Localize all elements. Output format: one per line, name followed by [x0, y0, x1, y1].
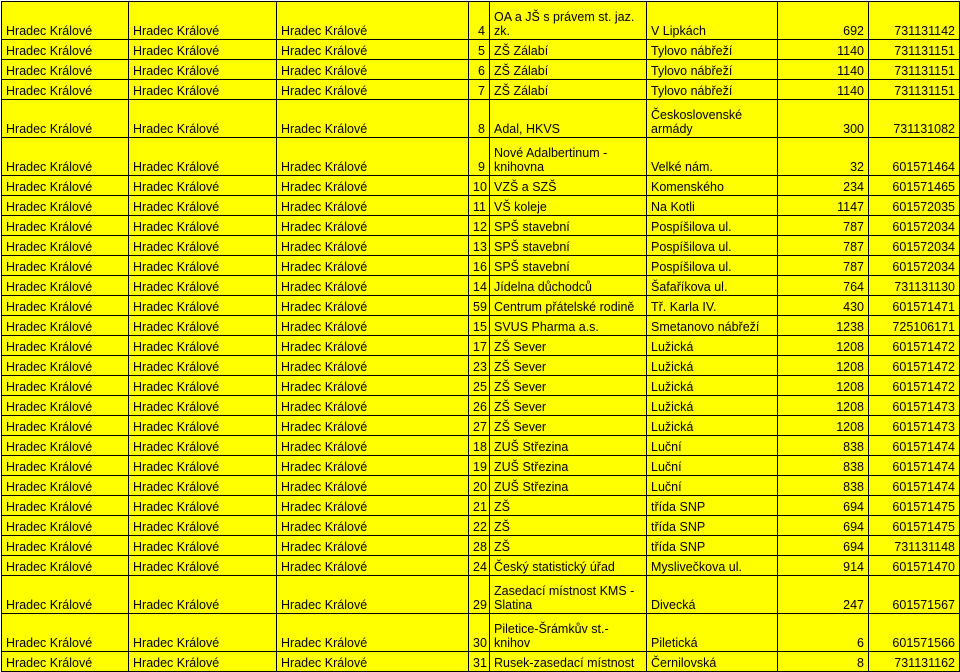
table-row — [2, 576, 960, 614]
region-cell: Hradec Králové — [2, 536, 129, 556]
street-cell: Lužická — [647, 356, 778, 376]
district-number-cell: 20 — [469, 476, 490, 496]
table-row — [2, 652, 960, 672]
code-cell: 731131162 — [869, 652, 960, 672]
house-number-cell: 764 — [778, 276, 869, 296]
code-cell: 601571474 — [869, 436, 960, 456]
district-cell: Hradec Králové — [129, 652, 277, 672]
place-name-cell: VŠ koleje — [490, 196, 647, 216]
district-cell: Hradec Králové — [129, 614, 277, 652]
street-cell: Lužická — [647, 416, 778, 436]
district-number-cell: 27 — [469, 416, 490, 436]
district-number-cell: 9 — [469, 138, 490, 176]
house-number-cell: 1208 — [778, 396, 869, 416]
region-cell: Hradec Králové — [2, 336, 129, 356]
district-number-cell: 4 — [469, 2, 490, 40]
table-row — [2, 536, 960, 556]
district-number-cell: 16 — [469, 256, 490, 276]
region-cell: Hradec Králové — [2, 2, 129, 40]
municipality-cell: Hradec Králové — [277, 556, 469, 576]
region-cell: Hradec Králové — [2, 138, 129, 176]
municipality-cell: Hradec Králové — [277, 138, 469, 176]
table-row — [2, 256, 960, 276]
house-number-cell: 787 — [778, 216, 869, 236]
table-row — [2, 176, 960, 196]
region-cell: Hradec Králové — [2, 396, 129, 416]
municipality-cell: Hradec Králové — [277, 316, 469, 336]
table-row — [2, 138, 960, 176]
municipality-cell: Hradec Králové — [277, 476, 469, 496]
district-cell: Hradec Králové — [129, 138, 277, 176]
street-cell: Piletická — [647, 614, 778, 652]
region-cell: Hradec Králové — [2, 40, 129, 60]
district-cell: Hradec Králové — [129, 60, 277, 80]
table-row — [2, 276, 960, 296]
table-row — [2, 614, 960, 652]
code-cell: 601571566 — [869, 614, 960, 652]
street-cell: Lužická — [647, 336, 778, 356]
code-cell: 601572034 — [869, 236, 960, 256]
code-cell: 601571472 — [869, 356, 960, 376]
house-number-cell: 1238 — [778, 316, 869, 336]
place-name-cell: ZŠ Zálabí — [490, 60, 647, 80]
district-number-cell: 13 — [469, 236, 490, 256]
street-cell: Pospíšilova ul. — [647, 216, 778, 236]
code-cell: 731131151 — [869, 60, 960, 80]
district-number-cell: 31 — [469, 652, 490, 672]
code-cell: 601572034 — [869, 216, 960, 236]
district-number-cell: 23 — [469, 356, 490, 376]
street-cell: Divecká — [647, 576, 778, 614]
district-number-cell: 15 — [469, 316, 490, 336]
street-cell: Smetanovo nábřeží — [647, 316, 778, 336]
municipality-cell: Hradec Králové — [277, 396, 469, 416]
table-row — [2, 236, 960, 256]
street-cell: Luční — [647, 476, 778, 496]
region-cell: Hradec Králové — [2, 216, 129, 236]
table-row — [2, 2, 960, 40]
district-cell: Hradec Králové — [129, 276, 277, 296]
municipality-cell: Hradec Králové — [277, 376, 469, 396]
code-cell: 601572035 — [869, 196, 960, 216]
code-cell: 731131142 — [869, 2, 960, 40]
region-cell: Hradec Králové — [2, 496, 129, 516]
table-row — [2, 60, 960, 80]
street-cell: V Lipkách — [647, 2, 778, 40]
polling-stations-table — [1, 1, 960, 672]
district-number-cell: 5 — [469, 40, 490, 60]
municipality-cell: Hradec Králové — [277, 236, 469, 256]
house-number-cell: 1208 — [778, 416, 869, 436]
street-cell: Komenského — [647, 176, 778, 196]
code-cell: 601571472 — [869, 336, 960, 356]
house-number-cell: 8 — [778, 652, 869, 672]
place-name-cell: Zasedací místnost KMS - Slatina — [490, 576, 647, 614]
street-cell: Tylovo nábřeží — [647, 40, 778, 60]
code-cell: 601571473 — [869, 396, 960, 416]
district-number-cell: 25 — [469, 376, 490, 396]
municipality-cell: Hradec Králové — [277, 536, 469, 556]
district-number-cell: 6 — [469, 60, 490, 80]
code-cell: 601571567 — [869, 576, 960, 614]
region-cell: Hradec Králové — [2, 456, 129, 476]
district-number-cell: 24 — [469, 556, 490, 576]
district-cell: Hradec Králové — [129, 496, 277, 516]
code-cell: 725106171 — [869, 316, 960, 336]
house-number-cell: 300 — [778, 100, 869, 138]
place-name-cell: SPŠ stavební — [490, 236, 647, 256]
house-number-cell: 838 — [778, 456, 869, 476]
table-row — [2, 196, 960, 216]
place-name-cell: Český statistický úřad — [490, 556, 647, 576]
district-cell: Hradec Králové — [129, 536, 277, 556]
code-cell: 731131151 — [869, 80, 960, 100]
table-body — [2, 2, 960, 672]
place-name-cell: ZŠ Sever — [490, 336, 647, 356]
district-number-cell: 14 — [469, 276, 490, 296]
house-number-cell: 787 — [778, 236, 869, 256]
district-cell: Hradec Králové — [129, 376, 277, 396]
district-number-cell: 22 — [469, 516, 490, 536]
street-cell: Tylovo nábřeží — [647, 80, 778, 100]
district-cell: Hradec Králové — [129, 196, 277, 216]
street-cell: Lužická — [647, 396, 778, 416]
table-row — [2, 456, 960, 476]
municipality-cell: Hradec Králové — [277, 60, 469, 80]
district-cell: Hradec Králové — [129, 456, 277, 476]
house-number-cell: 838 — [778, 436, 869, 456]
house-number-cell: 32 — [778, 138, 869, 176]
region-cell: Hradec Králové — [2, 316, 129, 336]
municipality-cell: Hradec Králové — [277, 100, 469, 138]
code-cell: 601571465 — [869, 176, 960, 196]
table-row — [2, 356, 960, 376]
place-name-cell: Adal, HKVS — [490, 100, 647, 138]
place-name-cell: ZŠ Zálabí — [490, 80, 647, 100]
municipality-cell: Hradec Králové — [277, 576, 469, 614]
house-number-cell: 1208 — [778, 356, 869, 376]
region-cell: Hradec Králové — [2, 176, 129, 196]
district-cell: Hradec Králové — [129, 80, 277, 100]
region-cell: Hradec Králové — [2, 256, 129, 276]
house-number-cell: 787 — [778, 256, 869, 276]
street-cell: Černilovská — [647, 652, 778, 672]
municipality-cell: Hradec Králové — [277, 496, 469, 516]
municipality-cell: Hradec Králové — [277, 2, 469, 40]
place-name-cell: ZŠ Sever — [490, 416, 647, 436]
code-cell: 731131130 — [869, 276, 960, 296]
place-name-cell: ZŠ Sever — [490, 356, 647, 376]
street-cell: Lužická — [647, 376, 778, 396]
code-cell: 731131151 — [869, 40, 960, 60]
district-cell: Hradec Králové — [129, 296, 277, 316]
municipality-cell: Hradec Králové — [277, 356, 469, 376]
street-cell: Na Kotli — [647, 196, 778, 216]
municipality-cell: Hradec Králové — [277, 614, 469, 652]
code-cell: 601571475 — [869, 496, 960, 516]
district-cell: Hradec Králové — [129, 556, 277, 576]
code-cell: 731131082 — [869, 100, 960, 138]
table-row — [2, 40, 960, 60]
table-row — [2, 416, 960, 436]
table-row — [2, 376, 960, 396]
district-cell: Hradec Králové — [129, 40, 277, 60]
code-cell: 601571464 — [869, 138, 960, 176]
region-cell: Hradec Králové — [2, 376, 129, 396]
municipality-cell: Hradec Králové — [277, 276, 469, 296]
district-cell: Hradec Králové — [129, 100, 277, 138]
table-row — [2, 476, 960, 496]
street-cell: Šafaříkova ul. — [647, 276, 778, 296]
district-number-cell: 30 — [469, 614, 490, 652]
street-cell: Pospíšilova ul. — [647, 256, 778, 276]
house-number-cell: 1140 — [778, 60, 869, 80]
house-number-cell: 6 — [778, 614, 869, 652]
district-cell: Hradec Králové — [129, 476, 277, 496]
region-cell: Hradec Králové — [2, 416, 129, 436]
district-number-cell: 26 — [469, 396, 490, 416]
code-cell: 601571473 — [869, 416, 960, 436]
table-row — [2, 216, 960, 236]
code-cell: 731131148 — [869, 536, 960, 556]
district-number-cell: 12 — [469, 216, 490, 236]
street-cell: Pospíšilova ul. — [647, 236, 778, 256]
table-row — [2, 296, 960, 316]
street-cell: Tř. Karla IV. — [647, 296, 778, 316]
place-name-cell: Nové Adalbertinum - knihovna — [490, 138, 647, 176]
house-number-cell: 1147 — [778, 196, 869, 216]
code-cell: 601571470 — [869, 556, 960, 576]
code-cell: 601571472 — [869, 376, 960, 396]
municipality-cell: Hradec Králové — [277, 176, 469, 196]
place-name-cell: VZŠ a SZŠ — [490, 176, 647, 196]
municipality-cell: Hradec Králové — [277, 196, 469, 216]
house-number-cell: 234 — [778, 176, 869, 196]
table-row — [2, 316, 960, 336]
place-name-cell: OA a JŠ s právem st. jaz. zk. — [490, 2, 647, 40]
region-cell: Hradec Králové — [2, 556, 129, 576]
house-number-cell: 1140 — [778, 40, 869, 60]
municipality-cell: Hradec Králové — [277, 40, 469, 60]
street-cell: Československé armády — [647, 100, 778, 138]
district-cell: Hradec Králové — [129, 216, 277, 236]
region-cell: Hradec Králové — [2, 276, 129, 296]
place-name-cell: ZŠ Sever — [490, 376, 647, 396]
region-cell: Hradec Králové — [2, 356, 129, 376]
house-number-cell: 247 — [778, 576, 869, 614]
place-name-cell: ZŠ Zálabí — [490, 40, 647, 60]
place-name-cell: Rusek-zasedací místnost — [490, 652, 647, 672]
street-cell: Luční — [647, 456, 778, 476]
place-name-cell: Centrum přátelské rodině — [490, 296, 647, 316]
table-row — [2, 516, 960, 536]
place-name-cell: ZŠ — [490, 516, 647, 536]
municipality-cell: Hradec Králové — [277, 336, 469, 356]
code-cell: 601572034 — [869, 256, 960, 276]
house-number-cell: 430 — [778, 296, 869, 316]
district-cell: Hradec Králové — [129, 316, 277, 336]
region-cell: Hradec Králové — [2, 476, 129, 496]
table-row — [2, 496, 960, 516]
district-cell: Hradec Králové — [129, 2, 277, 40]
district-cell: Hradec Králové — [129, 336, 277, 356]
place-name-cell: SPŠ stavební — [490, 256, 647, 276]
region-cell: Hradec Králové — [2, 60, 129, 80]
place-name-cell: SPŠ stavební — [490, 216, 647, 236]
region-cell: Hradec Králové — [2, 80, 129, 100]
district-number-cell: 8 — [469, 100, 490, 138]
place-name-cell: ZŠ Sever — [490, 396, 647, 416]
municipality-cell: Hradec Králové — [277, 516, 469, 536]
region-cell: Hradec Králové — [2, 576, 129, 614]
house-number-cell: 1140 — [778, 80, 869, 100]
district-cell: Hradec Králové — [129, 176, 277, 196]
region-cell: Hradec Králové — [2, 100, 129, 138]
district-number-cell: 18 — [469, 436, 490, 456]
place-name-cell: Piletice-Šrámkův st.-knihov — [490, 614, 647, 652]
district-cell: Hradec Králové — [129, 516, 277, 536]
table-row — [2, 336, 960, 356]
district-number-cell: 21 — [469, 496, 490, 516]
region-cell: Hradec Králové — [2, 436, 129, 456]
street-cell: třída SNP — [647, 536, 778, 556]
street-cell: třída SNP — [647, 496, 778, 516]
municipality-cell: Hradec Králové — [277, 416, 469, 436]
district-cell: Hradec Králové — [129, 256, 277, 276]
place-name-cell: ZUŠ Střezina — [490, 456, 647, 476]
house-number-cell: 694 — [778, 496, 869, 516]
street-cell: třída SNP — [647, 516, 778, 536]
region-cell: Hradec Králové — [2, 296, 129, 316]
district-number-cell: 11 — [469, 196, 490, 216]
street-cell: Myslivečkova ul. — [647, 556, 778, 576]
place-name-cell: ZŠ — [490, 496, 647, 516]
district-cell: Hradec Králové — [129, 396, 277, 416]
house-number-cell: 914 — [778, 556, 869, 576]
street-cell: Luční — [647, 436, 778, 456]
table-row — [2, 396, 960, 416]
municipality-cell: Hradec Králové — [277, 456, 469, 476]
place-name-cell: ZUŠ Střezina — [490, 476, 647, 496]
table-row — [2, 436, 960, 456]
municipality-cell: Hradec Králové — [277, 652, 469, 672]
house-number-cell: 1208 — [778, 336, 869, 356]
region-cell: Hradec Králové — [2, 236, 129, 256]
district-cell: Hradec Králové — [129, 356, 277, 376]
code-cell: 601571474 — [869, 456, 960, 476]
district-number-cell: 59 — [469, 296, 490, 316]
district-number-cell: 19 — [469, 456, 490, 476]
house-number-cell: 694 — [778, 516, 869, 536]
municipality-cell: Hradec Králové — [277, 216, 469, 236]
region-cell: Hradec Králové — [2, 614, 129, 652]
code-cell: 601571475 — [869, 516, 960, 536]
district-cell: Hradec Králové — [129, 416, 277, 436]
district-number-cell: 10 — [469, 176, 490, 196]
district-number-cell: 28 — [469, 536, 490, 556]
district-cell: Hradec Králové — [129, 236, 277, 256]
place-name-cell: SVUS Pharma a.s. — [490, 316, 647, 336]
region-cell: Hradec Králové — [2, 196, 129, 216]
street-cell: Tylovo nábřeží — [647, 60, 778, 80]
table-row — [2, 556, 960, 576]
district-cell: Hradec Králové — [129, 436, 277, 456]
district-number-cell: 29 — [469, 576, 490, 614]
place-name-cell: Jídelna důchodců — [490, 276, 647, 296]
district-number-cell: 17 — [469, 336, 490, 356]
code-cell: 601571474 — [869, 476, 960, 496]
house-number-cell: 1208 — [778, 376, 869, 396]
table-row — [2, 80, 960, 100]
street-cell: Velké nám. — [647, 138, 778, 176]
municipality-cell: Hradec Králové — [277, 296, 469, 316]
code-cell: 601571471 — [869, 296, 960, 316]
house-number-cell: 692 — [778, 2, 869, 40]
district-number-cell: 7 — [469, 80, 490, 100]
district-cell: Hradec Králové — [129, 576, 277, 614]
municipality-cell: Hradec Králové — [277, 80, 469, 100]
table-row — [2, 100, 960, 138]
place-name-cell: ZUŠ Střezina — [490, 436, 647, 456]
region-cell: Hradec Králové — [2, 516, 129, 536]
region-cell: Hradec Králové — [2, 652, 129, 672]
house-number-cell: 694 — [778, 536, 869, 556]
municipality-cell: Hradec Králové — [277, 436, 469, 456]
municipality-cell: Hradec Králové — [277, 256, 469, 276]
place-name-cell: ZŠ — [490, 536, 647, 556]
house-number-cell: 838 — [778, 476, 869, 496]
